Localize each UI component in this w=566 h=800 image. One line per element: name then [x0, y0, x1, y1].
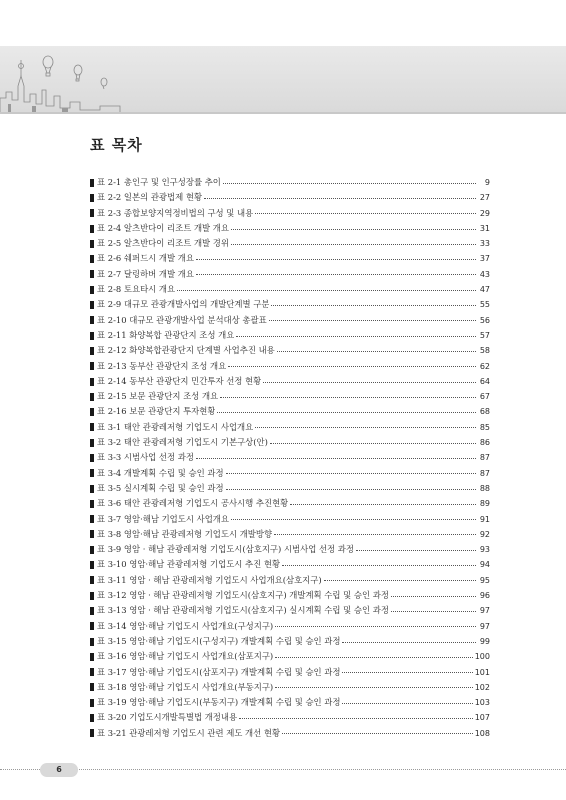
toc-entry-label: 표 3-10 영암·해남 관광레저형 기업도시 추진 현황 — [97, 559, 281, 570]
bullet-marker — [90, 378, 94, 386]
dot-leader — [177, 289, 476, 291]
toc-entry-page: 91 — [479, 514, 490, 524]
toc-entry-label: 표 3-14 영암·해남 기업도시 사업개요(구성지구) — [97, 620, 274, 631]
toc-entry[interactable] — [90, 527, 490, 542]
bullet-marker — [90, 699, 94, 707]
toc-entry-page: 57 — [479, 330, 490, 340]
toc-entry-page: 95 — [479, 575, 490, 585]
toc-entry[interactable] — [90, 680, 490, 695]
toc-entry-page: 43 — [479, 269, 490, 279]
toc-entry-label: 표 3-18 영암·해남 기업도시 사업개요(부동지구) — [97, 681, 274, 692]
bullet-marker — [90, 546, 94, 554]
bullet-marker — [90, 668, 94, 676]
bullet-marker — [90, 240, 94, 248]
dot-leader — [282, 564, 476, 566]
dot-leader — [342, 641, 476, 643]
toc-entry-page: 55 — [479, 300, 490, 310]
toc-entry-label: 표 3-11 영암 · 해남 관광레저형 기업도시 사업개요(삼호지구) — [97, 574, 322, 585]
toc-entry[interactable] — [90, 420, 490, 435]
toc-entry[interactable] — [90, 236, 490, 251]
bullet-marker — [90, 439, 94, 447]
bullet-marker — [90, 270, 94, 278]
dot-leader — [275, 625, 476, 627]
toc-entry-label: 표 2-5 알츠반다이 리조트 개발 경위 — [97, 238, 229, 249]
toc-entry-page: 87 — [479, 453, 490, 463]
toc-entry-label: 표 2-9 대규모 관광개발사업의 개발단계별 구분 — [97, 299, 270, 310]
dot-leader — [391, 595, 476, 597]
toc-entry[interactable] — [90, 221, 490, 236]
toc-entry-label: 표 3-17 영암·해남 기업도시(삼포지구) 개발계획 수립 및 승인 과정 — [97, 666, 341, 677]
toc-entry-page: 92 — [479, 529, 490, 539]
toc-entry-page: 29 — [479, 208, 490, 218]
toc-entry-label: 표 3-19 영암·해남 기업도시(부동지구) 개발계획 수립 및 승인 과정 — [97, 697, 341, 708]
table-of-contents-list — [90, 175, 490, 741]
toc-entry-page: 89 — [479, 499, 490, 509]
toc-entry[interactable] — [90, 634, 490, 649]
toc-entry-label: 표 2-15 보문 관광단지 조성 개요 — [97, 391, 219, 402]
bullet-marker — [90, 286, 94, 294]
dot-leader — [204, 197, 476, 199]
toc-entry-label: 표 3-9 영암 · 해남 관광레저형 기업도시(삼호지구) 시범사업 선정 과정 — [97, 544, 354, 555]
toc-entry[interactable] — [90, 542, 490, 557]
bullet-marker — [90, 530, 94, 538]
toc-entry-label: 표 2-1 총인구 및 인구성장률 추이 — [97, 177, 221, 187]
toc-entry[interactable] — [90, 695, 490, 710]
dot-leader — [282, 732, 473, 734]
toc-entry[interactable] — [90, 175, 490, 190]
page-title: 표 목차 — [90, 136, 143, 154]
dot-leader — [217, 411, 476, 413]
toc-entry[interactable] — [90, 649, 490, 664]
dot-leader — [226, 488, 476, 490]
toc-entry-label: 표 2-4 알츠반다이 리조트 개발 개요 — [97, 222, 229, 233]
toc-entry-label: 표 2-13 동부산 관광단지 조성 개요 — [97, 360, 227, 371]
bullet-marker — [90, 515, 94, 523]
toc-entry[interactable] — [90, 665, 490, 680]
bullet-marker — [90, 653, 94, 661]
bullet-marker — [90, 362, 94, 370]
toc-entry-page: 87 — [479, 468, 490, 478]
city-skyline-illustration — [0, 46, 140, 112]
toc-entry[interactable] — [90, 267, 490, 282]
toc-entry-page: 62 — [479, 361, 490, 371]
dot-leader — [220, 396, 476, 398]
toc-entry[interactable] — [90, 251, 490, 266]
bullet-marker — [90, 485, 94, 493]
toc-entry-label: 표 3-2 태안 관광레저형 기업도시 기본구상(안) — [97, 437, 268, 448]
toc-entry-page: 103 — [474, 698, 490, 708]
dot-leader — [196, 258, 476, 260]
bullet-marker — [90, 332, 94, 340]
toc-entry-label: 표 2-8 토요타시 개요 — [97, 284, 176, 295]
dot-leader — [324, 579, 476, 581]
toc-entry-label: 표 3-13 영암 · 해남 관광레저형 기업도시(삼호지구) 실시계획 수립 및 승인 과정 — [97, 605, 389, 616]
toc-entry[interactable] — [90, 450, 490, 465]
toc-entry[interactable] — [90, 496, 490, 511]
toc-entry[interactable] — [90, 435, 490, 450]
toc-entry-label: 표 3-8 영암·해남 관광레저형 기업도시 개발방향 — [97, 528, 273, 539]
toc-entry-label: 표 2-12 화양복합관광단지 단계별 사업추진 내용 — [97, 345, 275, 356]
bullet-marker — [90, 393, 94, 401]
toc-entry-page: 64 — [479, 376, 490, 386]
toc-entry-page: 96 — [479, 591, 490, 601]
dot-leader — [269, 319, 476, 321]
dot-leader — [275, 656, 473, 658]
bullet-marker — [90, 729, 94, 737]
toc-entry-label: 표 3-6 태안 관광레저형 기업도시 공사시행 추진현황 — [97, 498, 289, 509]
toc-entry-page: 33 — [479, 239, 490, 249]
toc-entry[interactable] — [90, 619, 490, 634]
bullet-marker — [90, 179, 94, 187]
toc-entry[interactable] — [90, 359, 490, 374]
toc-entry[interactable] — [90, 710, 490, 725]
toc-entry-page: 102 — [474, 682, 490, 692]
toc-entry[interactable] — [90, 389, 490, 404]
toc-entry-page: 27 — [479, 193, 490, 203]
dot-leader — [356, 549, 476, 551]
toc-entry[interactable] — [90, 313, 490, 328]
dot-leader — [274, 533, 476, 535]
toc-entry[interactable] — [90, 588, 490, 603]
toc-entry-label: 표 2-7 달링하버 개발 개요 — [97, 268, 194, 279]
bullet-marker — [90, 638, 94, 646]
bullet-marker — [90, 209, 94, 217]
toc-entry-label: 표 2-6 쉐퍼드시 개발 개요 — [97, 253, 194, 264]
dot-leader — [231, 228, 476, 230]
dot-leader — [271, 304, 476, 306]
bullet-marker — [90, 194, 94, 202]
toc-entry-page: 88 — [479, 483, 490, 493]
toc-entry-page: 108 — [474, 728, 490, 738]
dot-leader — [236, 335, 476, 337]
dot-leader — [255, 212, 476, 214]
toc-entry[interactable] — [90, 726, 490, 741]
dot-leader — [223, 182, 476, 184]
dot-leader — [342, 671, 472, 673]
toc-entry-label: 표 3-7 영암·해남 기업도시 사업개요 — [97, 513, 229, 524]
page-number-badge: 6 — [40, 763, 78, 777]
toc-entry-page: 97 — [479, 621, 490, 631]
toc-entry-label: 표 3-1 태안 관광레저형 기업도시 사업개요 — [97, 421, 254, 432]
dot-leader — [196, 273, 476, 275]
toc-entry[interactable] — [90, 374, 490, 389]
toc-entry-page: 31 — [479, 223, 490, 233]
toc-entry-label: 표 3-3 시범사업 선정 과정 — [97, 452, 194, 463]
dot-leader — [196, 457, 476, 459]
bullet-marker — [90, 607, 94, 615]
toc-entry-label: 표 3-5 실시계획 수립 및 승인 과정 — [97, 482, 224, 493]
toc-entry-label: 표 3-16 영암·해남 기업도시 사업개요(삼포지구) — [97, 651, 274, 662]
dot-leader — [255, 426, 476, 428]
toc-entry-label: 표 2-16 보문 관광단지 투자현황 — [97, 406, 216, 417]
toc-entry[interactable] — [90, 404, 490, 419]
toc-entry-label: 표 3-4 개발계획 수립 및 승인 과정 — [97, 467, 224, 478]
bullet-marker — [90, 255, 94, 263]
dot-leader — [275, 686, 473, 688]
dot-leader — [263, 381, 476, 383]
bullet-marker — [90, 561, 94, 569]
toc-entry[interactable] — [90, 481, 490, 496]
toc-entry-page: 107 — [474, 713, 490, 723]
bullet-marker — [90, 301, 94, 309]
toc-entry[interactable] — [90, 206, 490, 221]
dot-leader — [228, 365, 476, 367]
toc-entry[interactable] — [90, 557, 490, 572]
bullet-marker — [90, 622, 94, 630]
bullet-marker — [90, 500, 94, 508]
toc-entry-label: 표 3-12 영암 · 해남 관광레저형 기업도시(삼호지구) 개발계획 수립 및 승인 과정 — [97, 590, 389, 601]
toc-entry-page: 37 — [479, 254, 490, 264]
toc-entry-page: 100 — [474, 652, 490, 662]
bullet-marker — [90, 225, 94, 233]
toc-entry-page: 56 — [479, 315, 490, 325]
toc-entry-page: 93 — [479, 545, 490, 555]
toc-entry-page: 101 — [474, 667, 490, 677]
toc-entry-label: 표 2-14 동부산 관광단지 민간투자 선정 현황 — [97, 375, 262, 386]
bullet-marker — [90, 683, 94, 691]
dot-leader — [239, 717, 473, 719]
toc-entry-label: 표 3-20 기업도시개발특별법 개정내용 — [97, 712, 238, 723]
dot-leader — [226, 472, 476, 474]
toc-entry[interactable] — [90, 603, 490, 618]
toc-entry[interactable] — [90, 343, 490, 358]
bullet-marker — [90, 347, 94, 355]
bullet-marker — [90, 714, 94, 722]
toc-entry-label: 표 2-3 종합보양지역정비법의 구성 및 내용 — [97, 207, 254, 218]
toc-entry-page: 58 — [479, 346, 490, 356]
bullet-marker — [90, 408, 94, 416]
toc-entry-page: 67 — [479, 392, 490, 402]
dot-leader — [231, 243, 476, 245]
toc-entry-page: 99 — [479, 636, 490, 646]
bullet-marker — [90, 469, 94, 477]
toc-entry-label: 표 3-15 영암·해남 기업도시(구성지구) 개발계획 수립 및 승인 과정 — [97, 635, 341, 646]
footer-divider — [0, 769, 566, 770]
bullet-marker — [90, 454, 94, 462]
toc-entry-label: 표 2-10 대규모 관광개발사업 분석대상 총괄표 — [97, 314, 267, 325]
toc-entry-page: 85 — [479, 422, 490, 432]
bullet-marker — [90, 592, 94, 600]
dot-leader — [231, 518, 476, 520]
toc-entry-page: 68 — [479, 407, 490, 417]
toc-entry[interactable] — [90, 466, 490, 481]
toc-entry-page: 9 — [484, 178, 490, 187]
toc-entry[interactable] — [90, 328, 490, 343]
toc-entry-page: 97 — [479, 606, 490, 616]
bullet-marker — [90, 316, 94, 324]
toc-entry-label: 표 2-2 일본의 관광법제 현황 — [97, 192, 203, 203]
toc-entry-label: 표 2-11 화양복합 관광단지 조성 개요 — [97, 329, 235, 340]
header-band — [0, 46, 566, 114]
toc-entry[interactable] — [90, 297, 490, 312]
toc-entry[interactable] — [90, 512, 490, 527]
toc-entry[interactable] — [90, 190, 490, 205]
toc-entry-page: 94 — [479, 560, 490, 570]
dot-leader — [342, 702, 472, 704]
toc-entry[interactable] — [90, 282, 490, 297]
dot-leader — [270, 442, 476, 444]
dot-leader — [277, 350, 476, 352]
toc-entry-page: 86 — [479, 438, 490, 448]
toc-entry-page: 47 — [479, 285, 490, 295]
bullet-marker — [90, 423, 94, 431]
toc-entry[interactable] — [90, 573, 490, 588]
toc-entry-label: 표 3-21 관광레저형 기업도시 관련 제도 개선 현황 — [97, 727, 281, 738]
dot-leader — [391, 610, 476, 612]
bullet-marker — [90, 576, 94, 584]
dot-leader — [290, 503, 476, 505]
